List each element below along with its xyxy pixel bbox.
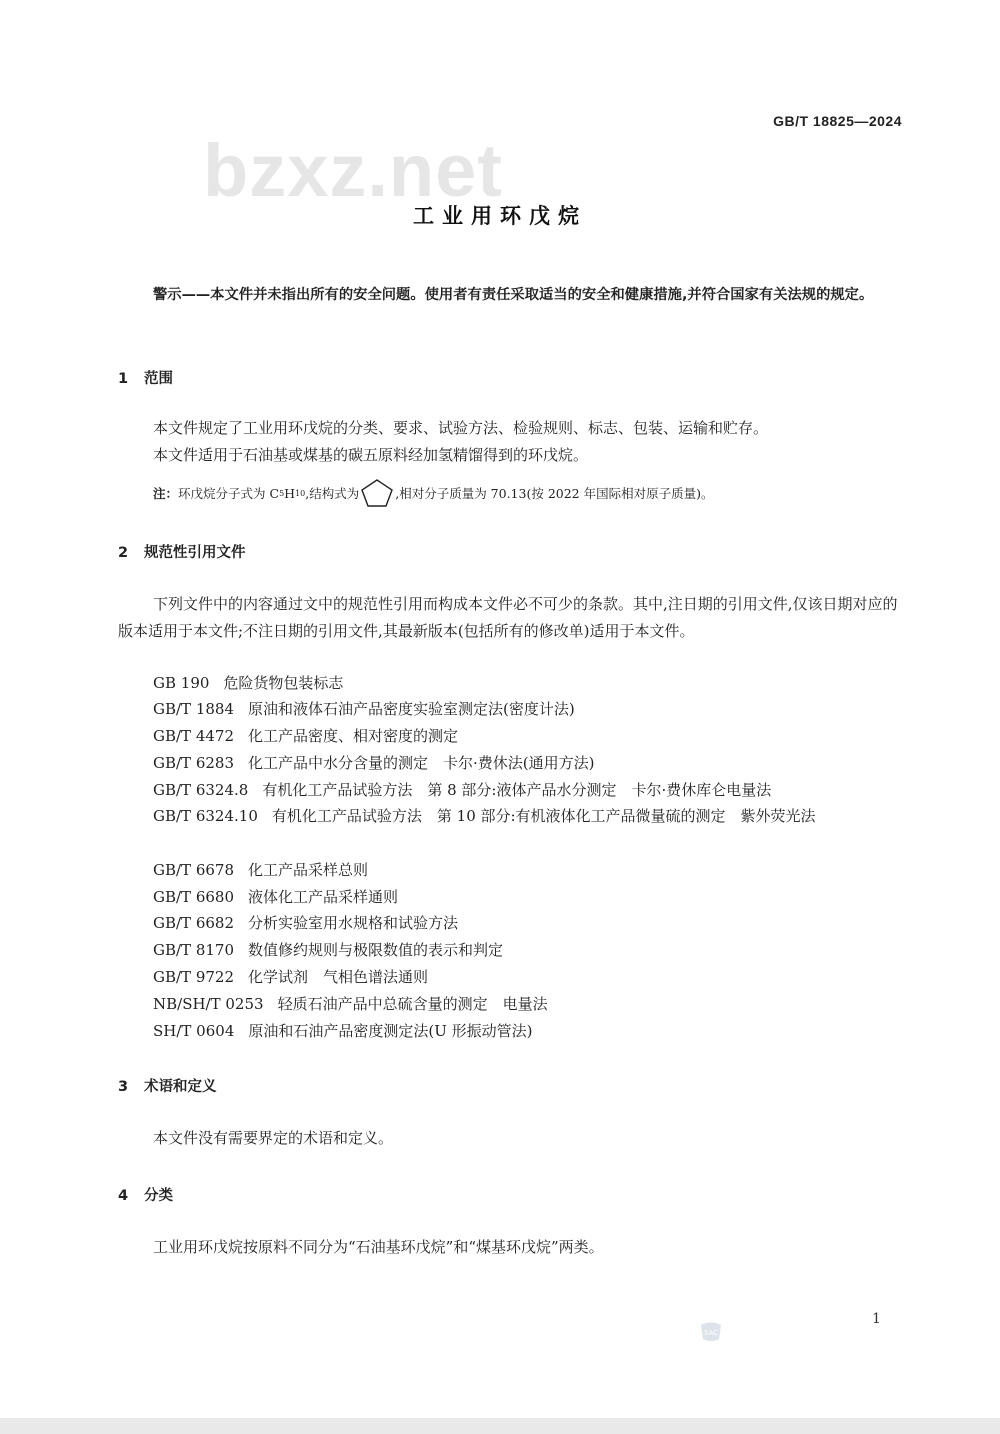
reference-item [153, 779, 771, 800]
note-text-3: ,结构式为 [305, 486, 360, 501]
reference-title: 原油和液体石油产品密度实验室测定法(密度计法) [248, 700, 575, 718]
reference-title: 化学试剂 气相色谱法通则 [248, 968, 429, 986]
reference-title: 有机化工产品试验方法 第 8 部分:液体产品水分测定 卡尔·费休库仑电量法 [262, 781, 772, 799]
section-number: 2 [118, 545, 129, 561]
reference-title: 数值修约规则与极限数值的表示和判定 [248, 941, 504, 959]
section-title: 规范性引用文件 [144, 545, 246, 561]
section-title: 术语和定义 [144, 1079, 217, 1095]
standard-code: GB/T 18825—2024 [773, 113, 902, 129]
reference-item [153, 752, 595, 773]
reference-item [153, 725, 458, 746]
reference-item [153, 912, 458, 933]
document-title: 工业用环戊烷 [413, 204, 587, 228]
reference-item [153, 859, 368, 880]
reference-title: 化工产品密度、相对密度的测定 [248, 727, 459, 745]
reference-code: GB/T 4472 [153, 727, 235, 745]
reference-item [153, 993, 548, 1014]
note-text-2: H [284, 485, 296, 501]
section-3-heading [118, 1075, 217, 1096]
note-text-1: 环戊烷分子式为 C [178, 486, 280, 501]
terms-paragraph: 本文件没有需要界定的术语和定义。 [153, 1129, 394, 1147]
reference-item [153, 698, 575, 719]
section-number: 1 [118, 371, 129, 387]
safety-warning: 警示——本文件并未指出所有的安全问题。使用者有责任采取适当的安全和健康措施,并符合国家有关法规的规定。 [153, 287, 874, 303]
normative-references-intro: 下列文件中的内容通过文中的规范性引用而构成本文件必不可少的条款。其中,注日期的引用文件,仅该日期对应的版本适用于本文件;不注日期的引用文件,其最新版本(包括所有的修改单)适用于本文件。 [118, 595, 898, 640]
classification-paragraph: 工业用环戊烷按原料不同分为“石油基环戊烷”和“煤基环戊烷”两类。 [153, 1238, 604, 1256]
cyclopentane-pentagon-icon [360, 478, 394, 508]
reference-title: 有机化工产品试验方法 第 10 部分:有机液体化工产品微量硫的测定 紫外荧光法 [271, 807, 816, 825]
reference-code: GB/T 6283 [153, 754, 235, 772]
scope-paragraph-2: 本文件适用于石油基或煤基的碳五原料经加氢精馏得到的环戊烷。 [153, 446, 589, 464]
scope-paragraph-1: 本文件规定了工业用环戊烷的分类、要求、试验方法、检验规则、标志、包装、运输和贮存。 [153, 419, 769, 437]
section-number: 4 [118, 1188, 129, 1204]
page-number: 1 [872, 1311, 881, 1327]
reference-title: 原油和石油产品密度测定法(U 形振动管法) [248, 1022, 533, 1040]
reference-title: 化工产品采样总则 [248, 861, 369, 879]
viewer-bottom-strip [0, 1418, 1000, 1434]
watermark: bzxz.net [203, 129, 503, 212]
reference-title: 轻质石油产品中总硫含量的测定 电量法 [277, 995, 548, 1013]
reference-item [118, 803, 904, 830]
section-title: 范围 [144, 371, 173, 387]
section-2-heading [118, 541, 246, 562]
reference-code: GB/T 6680 [153, 888, 235, 906]
reference-title: 化工产品中水分含量的测定 卡尔·费休法(通用方法) [248, 754, 595, 772]
section-title: 分类 [144, 1188, 173, 1204]
section-4-heading [118, 1184, 173, 1205]
reference-code: GB/T 9722 [153, 968, 235, 986]
section-1-heading [118, 367, 173, 388]
reference-code: GB/T 6682 [153, 914, 235, 932]
reference-item [153, 1020, 532, 1041]
sac-logo-icon [698, 1321, 724, 1343]
section-number: 3 [118, 1079, 129, 1095]
reference-code: NB/SH/T 0253 [153, 995, 264, 1013]
reference-item [153, 966, 428, 987]
reference-code: SH/T 0604 [153, 1022, 235, 1040]
reference-title: 液体化工产品采样通则 [248, 888, 399, 906]
reference-item [153, 939, 503, 960]
note-text-4: ,相对分子质量为 70.13(按 2022 年国际相对原子质量)。 [395, 486, 714, 501]
reference-code: GB/T 6678 [153, 861, 235, 879]
reference-code: GB/T 1884 [153, 700, 235, 718]
reference-code: GB/T 6324.8 [153, 781, 249, 799]
svg-text:SAC: SAC [703, 1329, 719, 1337]
note-sub-1: 5 [279, 488, 285, 498]
reference-title: 危险货物包装标志 [223, 674, 344, 692]
reference-item [153, 672, 343, 693]
note-sub-2: 10 [295, 488, 306, 498]
reference-item [153, 886, 398, 907]
scope-note [153, 478, 713, 508]
reference-code: GB 190 [153, 674, 210, 692]
reference-code: GB/T 6324.10 [153, 807, 258, 825]
reference-code: GB/T 8170 [153, 941, 235, 959]
note-label: 注： [153, 486, 179, 501]
reference-title: 分析实验室用水规格和试验方法 [248, 914, 459, 932]
